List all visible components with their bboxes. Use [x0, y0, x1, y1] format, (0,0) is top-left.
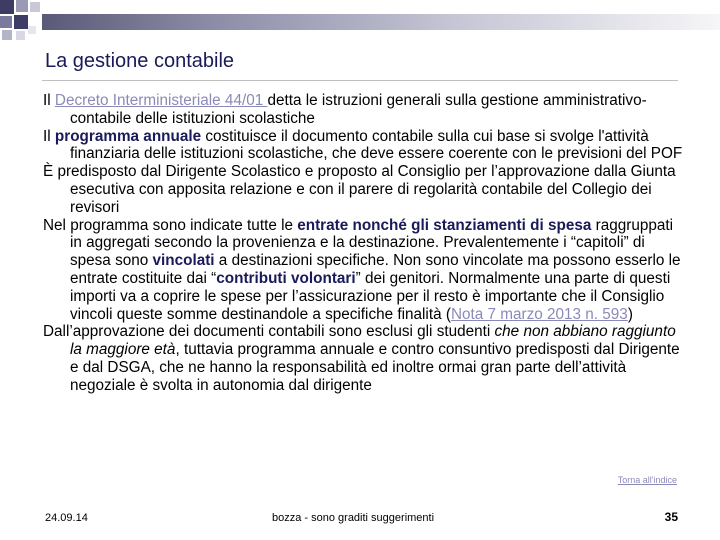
decor-square	[2, 30, 12, 40]
footer-date: 24.09.14	[45, 512, 88, 524]
decor-square	[30, 2, 40, 12]
slide-body	[43, 92, 683, 395]
paragraph-decreto	[43, 92, 683, 128]
text-run: Dall’approvazione dei documenti contabili sono esclusi gli studenti	[43, 323, 495, 341]
footer-note: bozza - sono graditi suggerimenti	[272, 512, 435, 524]
decor-square	[0, 0, 14, 14]
page-title: La gestione contabile	[45, 50, 235, 72]
decor-square	[16, 31, 25, 40]
emphasis-contributi: contributi volontari	[216, 269, 356, 287]
paragraph-programma	[43, 128, 683, 164]
emphasis-entrate: entrate nonché gli stanziamenti di spesa	[297, 216, 592, 234]
text-run: a destinazioni specifiche. Non sono vincolate ma possono esserlo le entrate costituite dai “	[70, 252, 681, 287]
decor-square	[14, 15, 28, 29]
text-run: È predisposto dal Dirigente Scolastico e proposto al Consiglio per l’approvazione dalla Giunta esecutiva con apposita relazione e con il parere di regolarità contabile del Collegio dei revisori	[43, 163, 676, 216]
title-divider	[42, 80, 678, 81]
text-run: )	[627, 305, 633, 323]
text-run: Il	[43, 92, 55, 109]
paragraph-entrate	[43, 217, 683, 324]
nota-link[interactable]: Nota 7 marzo 2013 n. 593	[450, 305, 628, 323]
decor-square	[16, 0, 28, 12]
torna-indice-link[interactable]: Torna all'indice	[617, 475, 677, 485]
title-bar-gradient	[42, 14, 720, 30]
paragraph-approvazione	[43, 323, 683, 394]
emphasis-vincolati: vincolati	[152, 252, 215, 270]
emphasis-programma-annuale: programma annuale	[54, 127, 202, 145]
text-run: raggruppati in aggregati secondo la provenienza e la destinazione. Prevalentemente i “capitoli” di spesa sono	[70, 216, 673, 270]
text-run: Nel programma sono indicate tutte le	[43, 216, 298, 234]
text-run: , tuttavia programma annuale e contro consuntivo predisposti dal Dirigente e dal DSGA, che ne hanno la responsabilità ed inoltre ormai gran parte dell’attività negoziale è svolta in autonomia dal dirigente	[70, 341, 680, 394]
text-run: Il	[43, 127, 55, 145]
decor-square	[28, 26, 36, 34]
text-run: costituisce il documento contabile sulla cui base si svolge l'attività finanziaria delle istituzioni scolastiche, che deve essere coerente con le previsioni del POF	[70, 127, 683, 163]
italic-maggiore-eta: che non abbiano raggiunto la maggiore età	[70, 323, 676, 359]
page-number: 35	[664, 510, 678, 524]
paragraph-predisposto	[43, 163, 683, 216]
decreto-link[interactable]: Decreto Interministeriale 44/01	[54, 92, 268, 109]
decor-square	[0, 16, 12, 28]
text-run: detta le istruzioni generali sulla gestione amministrativo-contabile delle istituzioni scolastiche	[70, 92, 647, 127]
text-run: ” dei genitori. Normalmente una parte di questi importi va a coprire le spese per l’assicurazione per il resto è importante che il Consiglio vincoli queste somme destinandole a specifiche finalità (	[70, 269, 671, 323]
